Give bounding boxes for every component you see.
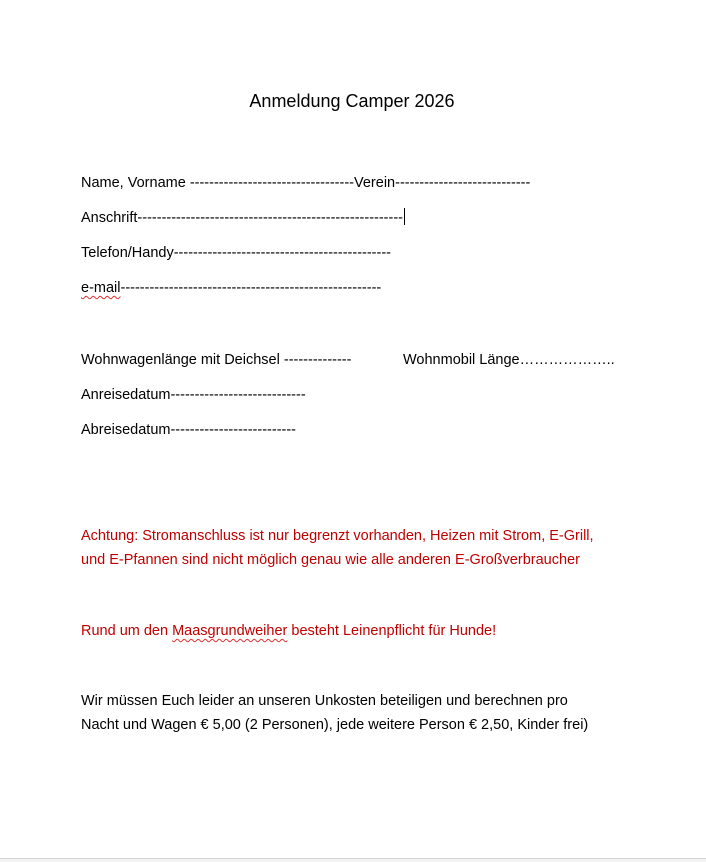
fees-line-2: Nacht und Wagen € 5,00 (2 Personen), jede weitere Person € 2,50, Kinder frei)	[81, 717, 589, 733]
fees-line-1: Wir müssen Euch leider an unseren Unkosten beteiligen und berechnen pro	[81, 693, 568, 709]
name-blank[interactable]: ----------------------------------	[189, 175, 354, 191]
wohnwagen-blank[interactable]: --------------	[283, 352, 352, 368]
abreise-line	[81, 420, 296, 440]
abreise-blank[interactable]: --------------------------	[170, 422, 297, 438]
dogs-text-after: besteht Leinenpflicht für Hunde!	[287, 623, 497, 639]
anschrift-blank[interactable]: -------------------------------------------------------	[137, 210, 403, 226]
wohnwagen-label: Wohnwagenlänge mit Deichsel	[81, 352, 284, 368]
email-line	[81, 278, 381, 298]
dogs-notice	[81, 621, 496, 641]
wohnmobil-line	[403, 350, 615, 370]
anschrift-line	[81, 208, 405, 228]
anreise-label: Anreisedatum	[81, 387, 171, 403]
name-label: Name, Vorname	[81, 175, 190, 191]
telefon-line	[81, 243, 391, 263]
email-label: e-mail	[81, 280, 121, 296]
telefon-label: Telefon/Handy	[81, 245, 174, 261]
wohnwagen-line	[81, 350, 351, 370]
telefon-blank[interactable]: ---------------------------------------------	[173, 245, 391, 261]
dogs-text-before: Rund um den	[81, 623, 173, 639]
email-blank[interactable]: ------------------------------------------------------	[120, 280, 382, 296]
wohnmobil-blank[interactable]: ………………..	[519, 352, 615, 368]
dogs-place-name: Maasgrundweiher	[172, 623, 288, 639]
verein-label: Verein	[354, 175, 396, 191]
anreise-line	[81, 385, 306, 405]
warning-line-1: Achtung: Stromanschluss ist nur begrenzt vorhanden, Heizen mit Strom, E-Grill,	[81, 528, 594, 544]
warning-line-2: und E-Pfannen sind nicht möglich genau wie alle anderen E-Großverbraucher	[81, 552, 580, 568]
text-cursor	[404, 208, 405, 225]
anreise-blank[interactable]: ----------------------------	[170, 387, 306, 403]
verein-blank[interactable]: ----------------------------	[395, 175, 531, 191]
anschrift-label: Anschrift	[81, 210, 138, 226]
wohnmobil-label: Wohnmobil Länge	[403, 352, 520, 368]
abreise-label: Abreisedatum	[81, 422, 171, 438]
name-verein-line	[81, 173, 530, 193]
document-title: Anmeldung Camper 2026	[249, 91, 455, 111]
